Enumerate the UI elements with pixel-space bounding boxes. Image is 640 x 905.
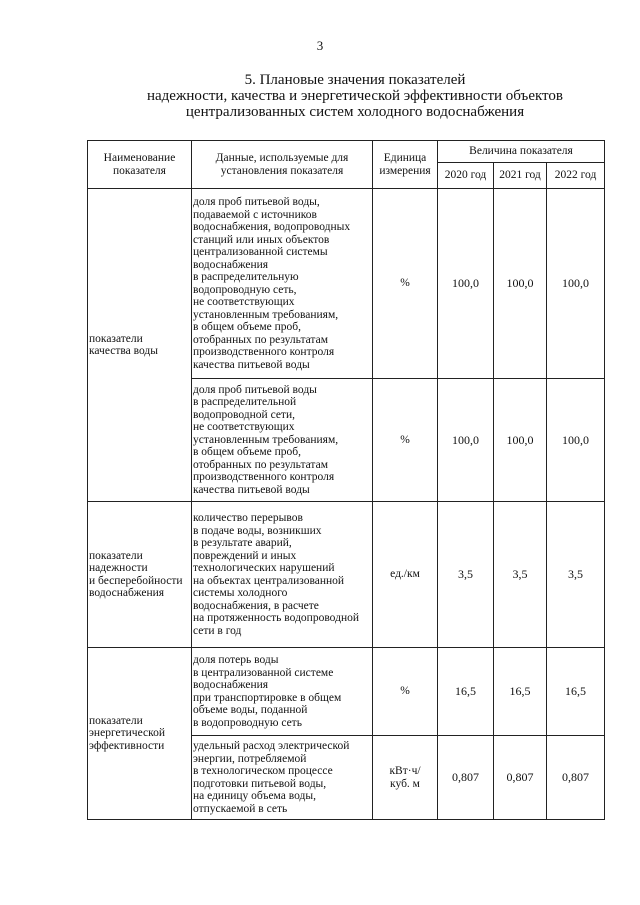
table-row <box>88 502 605 648</box>
data-description: доля потерь воды в централизованной системе водоснабжения при транспортировке в общем объеме воды, поданной в водопроводную сеть <box>192 648 373 736</box>
value-cell: 100,0 <box>547 189 605 379</box>
value-cell: 100,0 <box>438 379 494 502</box>
value-cell: 0,807 <box>438 736 494 820</box>
data-description: удельный расход электрической энергии, потребляемой в технологическом процессе подготовки питьевой воды, на единицу объема воды, отпускаемой в сеть <box>192 736 373 820</box>
table-row <box>88 189 605 379</box>
data-description: доля проб питьевой воды в распределительной водопроводной сети, не соответствующих установленным требованиям, в общем объеме проб, отобранных по результатам производственного контроля качества питьевой воды <box>192 379 373 502</box>
header-name: Наименование показателя <box>88 141 192 189</box>
header-year: 2021 год <box>494 163 547 189</box>
value-cell: 16,5 <box>438 648 494 736</box>
header-value-group: Величина показателя <box>438 141 605 163</box>
document-title <box>95 72 615 120</box>
header-year: 2020 год <box>438 163 494 189</box>
title-line: централизованных систем холодного водоснабжения <box>185 104 525 120</box>
value-cell: 16,5 <box>494 648 547 736</box>
unit-cell: % <box>373 189 438 379</box>
value-cell: 3,5 <box>494 502 547 648</box>
header-data: Данные, используемые для установления показателя <box>192 141 373 189</box>
value-cell: 3,5 <box>438 502 494 648</box>
value-cell: 100,0 <box>438 189 494 379</box>
header-year: 2022 год <box>547 163 605 189</box>
indicator-name: показатели качества воды <box>88 189 192 502</box>
indicator-name: показатели энергетической эффективности <box>88 648 192 820</box>
table-row <box>88 648 605 736</box>
value-cell: 100,0 <box>494 189 547 379</box>
indicator-name: показатели надежности и бесперебойности водоснабжения <box>88 502 192 648</box>
value-cell: 0,807 <box>494 736 547 820</box>
unit-cell: % <box>373 379 438 502</box>
value-cell: 100,0 <box>547 379 605 502</box>
data-description: количество перерывов в подаче воды, возникших в результате аварий, повреждений и иных технологических нарушений на объектах централизованной системы холодного водоснабжения, в расчете на протяженность водопроводной сети в год <box>192 502 373 648</box>
value-cell: 0,807 <box>547 736 605 820</box>
indicators-table <box>87 140 605 820</box>
data-description: доля проб питьевой воды, подаваемой с источников водоснабжения, водопроводных станций или иных объектов централизованной системы водоснабжения в распределительную водопроводную сеть, не соответствующих установленным требованиям, в общем объеме проб, отобранных по результатам производственного контроля качества питьевой воды <box>192 189 373 379</box>
unit-cell: ед./км <box>373 502 438 648</box>
page-number: 3 <box>316 38 324 53</box>
unit-cell: % <box>373 648 438 736</box>
header-unit: Единица измерения <box>373 141 438 189</box>
value-cell: 100,0 <box>494 379 547 502</box>
value-cell: 16,5 <box>547 648 605 736</box>
value-cell: 3,5 <box>547 502 605 648</box>
title-line: 5. Плановые значения показателей <box>244 72 466 88</box>
title-line: надежности, качества и энергетической эффективности объектов <box>146 88 563 104</box>
unit-cell: кВт·ч/ куб. м <box>373 736 438 820</box>
